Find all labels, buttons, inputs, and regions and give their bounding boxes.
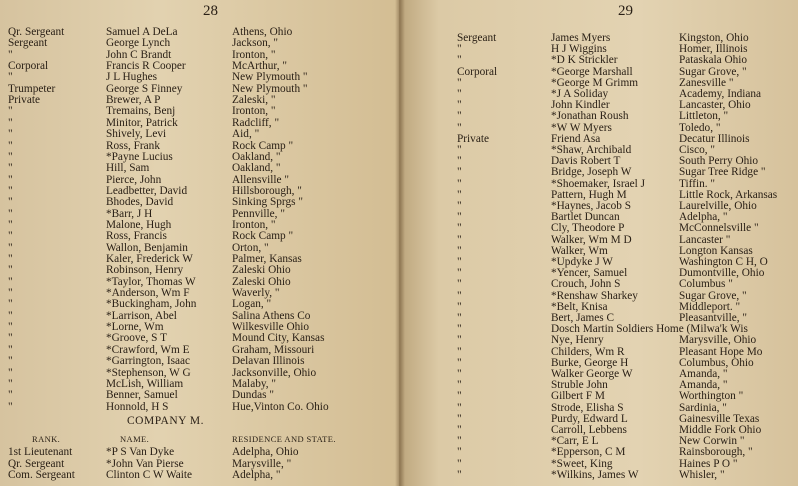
rank-cell: " (457, 211, 462, 224)
name-cell: Leadbetter, David (106, 184, 188, 197)
residence-cell: Pleasant Hope Mo (679, 345, 763, 358)
residence-cell: Haines P O " (679, 457, 738, 470)
name-cell: John C Brandt (106, 48, 172, 61)
rank-cell: " (8, 71, 13, 84)
residence-cell: Malaby, " (232, 377, 277, 390)
residence-cell: Sardinia, " (679, 401, 727, 414)
residence-cell: Sinking Sprgs " (232, 196, 303, 209)
rank-cell: Sergeant (8, 37, 48, 50)
name-cell: George Lynch (106, 37, 171, 50)
rank-cell: " (457, 345, 462, 358)
name-cell: *Jonathan Roush (551, 110, 629, 123)
residence-cell: Dumontville, Ohio (679, 267, 765, 280)
name-cell: J L Hughes (106, 71, 158, 84)
residence-cell: Adelpha, Ohio (232, 446, 299, 458)
name-cell: *Yencer, Samuel (551, 267, 628, 280)
name-cell: *Carr, E L (551, 435, 599, 448)
residence-cell: Amanda, " (679, 379, 728, 392)
rank-cell: " (8, 355, 13, 368)
rank-cell: " (8, 321, 13, 334)
rank-cell: " (457, 54, 462, 67)
name-cell: *Crawford, Wm E (106, 343, 190, 356)
name-cell: Carroll, Lebbens (551, 424, 627, 436)
residence-cell: McArthur, " (232, 60, 287, 73)
residence-cell: Lancaster, Ohio (679, 99, 751, 112)
residence-cell: Decatur Illinois (679, 132, 750, 145)
name-cell: Minitor, Patrick (106, 116, 178, 129)
name-cell: *P S Van Dyke (106, 446, 175, 458)
name-cell: *Wilkins, James W (551, 468, 639, 481)
residence-cell: Waverly, " (232, 287, 280, 300)
rank-cell: " (8, 298, 13, 311)
residence-cell: Graham, Missouri (232, 343, 315, 356)
rank-cell: " (457, 110, 462, 123)
name-cell: *J A Soliday (551, 88, 609, 100)
rank-cell: " (8, 173, 13, 186)
rank-cell: " (8, 218, 13, 231)
residence-cell: Columbus " (679, 278, 733, 291)
name-cell: Hill, Sam (106, 162, 150, 175)
name-cell: Ross, Frank (106, 139, 160, 152)
name-cell: *Garrington, Isaac (106, 355, 191, 368)
residence-cell: Amanda, " (679, 368, 728, 380)
rank-cell: Qr. Sergeant (8, 26, 65, 38)
residence-cell: Worthington " (679, 390, 744, 403)
rank-cell: " (8, 128, 13, 141)
residence-cell: Pennville, " (232, 207, 285, 220)
name-cell: *Shoemaker, Israel J (551, 177, 645, 190)
name-cell: Kaler, Frederick W (106, 253, 193, 265)
name-cell: Bhodes, David (106, 196, 174, 209)
rank-cell: " (8, 162, 13, 175)
name-cell: H J Wiggins (551, 43, 607, 56)
residence-cell: Oakland, " (232, 162, 281, 175)
residence-cell: Academy, Indiana (679, 88, 762, 100)
rank-cell: " (8, 105, 13, 118)
name-cell: Brewer, A P (106, 94, 161, 107)
company-heading: COMPANY M. (127, 415, 205, 427)
rank-cell: " (8, 184, 13, 197)
rank-cell: " (457, 412, 462, 425)
page-number: 29 (618, 3, 633, 19)
name-cell: Crouch, John S (551, 278, 621, 291)
rank-cell: " (457, 222, 462, 235)
rank-cell: " (8, 366, 13, 379)
rank-cell: Corporal (8, 60, 49, 73)
column-header-residence: RESIDENCE AND STATE. (232, 434, 336, 444)
residence-cell: Zaleski Ohio (232, 264, 291, 277)
residence-cell: Sugar Grove, " (679, 65, 747, 78)
residence-cell: Marysville, " (232, 457, 292, 470)
residence-cell: Ironton, " (232, 105, 276, 118)
name-cell: *Belt, Knisa (551, 300, 608, 313)
rank-cell: " (457, 379, 462, 392)
residence-cell: Rock Camp " (232, 139, 294, 152)
rank-cell: " (8, 400, 13, 413)
residence-cell: Aid, " (232, 128, 260, 141)
name-cell: George S Finney (106, 82, 183, 95)
residence-cell: Radcliff, " (232, 116, 280, 129)
rank-cell: " (8, 139, 13, 152)
name-cell: Shively, Levi (106, 128, 167, 141)
rank-cell: " (457, 244, 462, 257)
rank-cell: " (8, 332, 13, 345)
residence-cell: Washington C H, O (679, 256, 768, 268)
name-cell: Honnold, H S (106, 400, 169, 413)
rank-cell: " (457, 200, 462, 212)
residence-cell: Ironton, " (232, 48, 276, 61)
name-cell: Davis Robert T (551, 155, 621, 168)
residence-cell: Adelpha, " (679, 211, 728, 224)
rank-cell: " (8, 275, 13, 288)
rank-cell: " (8, 343, 13, 356)
rank-cell: Corporal (457, 65, 498, 78)
name-cell: Malone, Hugh (106, 218, 172, 231)
rank-cell: " (457, 289, 462, 302)
name-cell: Cly, Theodore P (551, 222, 625, 235)
name-cell: Walker, Wm M D (551, 233, 632, 246)
name-cell: Bartlet Duncan (551, 211, 620, 224)
name-cell: James Myers (551, 32, 611, 44)
name-cell: *George M Grimm (551, 76, 639, 89)
residence-cell: Laurelville, Ohio (679, 200, 757, 212)
residence-cell: Wilkesville Ohio (232, 321, 310, 334)
rank-cell: " (457, 401, 462, 414)
rank-cell: " (8, 230, 13, 243)
residence-cell: Longton Kansas (679, 244, 753, 257)
rank-cell: " (457, 43, 462, 56)
name-cell: *Lorne, Wm (106, 321, 164, 334)
name-cell: Samuel A DeLa (106, 26, 178, 38)
residence-cell: Athens, Ohio (232, 26, 293, 38)
rank-cell: Com. Sergeant (8, 469, 75, 481)
book-gutter (395, 0, 405, 486)
residence-cell: Homer, Illinois (679, 43, 748, 56)
name-cell: *Renshaw Sharkey (551, 289, 638, 302)
name-cell: Bert, James C (551, 312, 615, 324)
residence-cell: Columbus, Ohio (679, 356, 754, 369)
rank-cell: " (8, 287, 13, 300)
rank-cell: " (8, 241, 13, 254)
name-cell: Benner, Samuel (106, 389, 178, 402)
rank-cell: Qr. Sergeant (8, 457, 65, 470)
name-cell: Ross, Francis (106, 230, 167, 243)
name-cell: *W W Myers (551, 121, 612, 134)
name-cell: Struble John (551, 379, 608, 392)
residence-cell: Kingston, Ohio (679, 32, 749, 44)
name-cell: Gilbert F M (551, 390, 605, 403)
rank-cell: " (457, 390, 462, 403)
rank-cell: " (457, 166, 462, 179)
rank-cell: " (457, 88, 462, 100)
rank-cell: " (457, 233, 462, 246)
rank-cell: " (457, 155, 462, 168)
rank-cell: " (8, 116, 13, 129)
name-cell: *Haynes, Jacob S (551, 200, 632, 212)
name-cell: *D K Strickler (551, 54, 618, 67)
rank-cell: " (457, 334, 462, 347)
residence-cell: New Corwin " (679, 435, 745, 448)
name-cell: *George Marshall (551, 65, 633, 78)
right-page (399, 0, 798, 486)
rank-cell: " (8, 150, 13, 163)
rank-cell: " (457, 121, 462, 134)
name-cell: McLish, William (106, 377, 184, 390)
residence-cell: Little Rock, Arkansas (679, 188, 778, 201)
name-cell: Childers, Wm R (551, 345, 625, 358)
residence-cell: Ironton, " (232, 218, 276, 231)
rank-cell: " (457, 278, 462, 291)
residence-cell: South Perry Ohio (679, 155, 759, 168)
rank-cell: " (8, 207, 13, 220)
rank-cell: " (457, 435, 462, 448)
residence-cell: New Plymouth " (232, 71, 308, 84)
residence-cell: Littleton, " (679, 110, 729, 123)
name-cell: *Stephenson, W G (106, 366, 191, 379)
rank-cell: " (457, 144, 462, 156)
rank-cell: Trumpeter (8, 82, 56, 95)
rank-cell: " (457, 267, 462, 280)
residence-cell: Sugar Tree Ridge " (679, 166, 766, 179)
name-cell: Nye, Henry (551, 334, 604, 347)
rank-cell: " (457, 300, 462, 313)
name-cell: Walker, Wm (551, 244, 608, 257)
residence-cell: Jackson, " (232, 37, 279, 50)
residence-cell: Jacksonville, Ohio (232, 366, 317, 379)
residence-cell: Hue,Vinton Co. Ohio (232, 400, 329, 413)
name-cell: *Barr, J H (106, 207, 153, 220)
name-cell: Clinton C W Waite (106, 469, 193, 481)
name-cell: *Epperson, C M (551, 446, 626, 459)
residence-cell: Hillsborough, " (232, 184, 302, 197)
residence-cell: Rock Camp " (232, 230, 294, 243)
residence-cell: Salina Athens Co (232, 309, 311, 322)
rank-cell: " (457, 424, 462, 436)
rank-cell: " (8, 377, 13, 390)
rank-cell: " (8, 389, 13, 402)
name-cell: Purdy, Edward L (551, 412, 628, 425)
name-cell: Dosch Martin Soldiers Home (Milwa'k Wis (551, 323, 748, 336)
residence-cell: Rainsborough, " (679, 446, 753, 459)
residence-cell: Zaleski, " (232, 94, 276, 107)
rank-cell: " (457, 457, 462, 470)
rank-cell: " (8, 309, 13, 322)
name-cell: *John Van Pierse (106, 457, 184, 470)
name-cell: *Groove, S T (106, 332, 167, 345)
name-cell: Friend Asa (551, 132, 601, 145)
name-cell: Pierce, John (106, 173, 162, 186)
rank-cell: " (457, 323, 462, 336)
column-header-name: NAME. (120, 434, 150, 444)
residence-cell: Pleasantville, " (679, 312, 747, 324)
residence-cell: Adelpha, " (232, 469, 281, 481)
rank-cell: " (457, 76, 462, 89)
rank-cell: " (457, 177, 462, 190)
page-number: 28 (203, 3, 218, 19)
residence-cell: Dundas " (232, 389, 274, 402)
name-cell: *Payne Lucius (106, 150, 173, 163)
residence-cell: Gainesville Texas (679, 412, 760, 425)
rank-cell: Private (8, 94, 40, 107)
name-cell: *Larrison, Abel (106, 309, 177, 322)
residence-cell: Marysville, Ohio (679, 334, 757, 347)
residence-cell: Whisler, " (679, 468, 725, 481)
name-cell: Walker George W (551, 368, 633, 380)
name-cell: Wallon, Benjamin (106, 241, 188, 254)
name-cell: *Sweet, King (551, 457, 613, 470)
residence-cell: Lancaster " (679, 233, 731, 246)
name-cell: Pattern, Hugh M (551, 188, 627, 201)
residence-cell: Logan, " (232, 298, 272, 311)
rank-cell: " (457, 356, 462, 369)
residence-cell: Zaleski Ohio (232, 275, 291, 288)
residence-cell: Toledo, " (679, 121, 721, 134)
residence-cell: Allensville " (232, 173, 290, 186)
rank-cell: " (457, 188, 462, 201)
residence-cell: Zanesville " (679, 76, 734, 89)
residence-cell: Palmer, Kansas (232, 253, 302, 265)
name-cell: *Updyke J W (551, 256, 613, 268)
name-cell: Burke, George H (551, 356, 629, 369)
rank-cell: " (8, 253, 13, 265)
name-cell: *Shaw, Archibald (551, 144, 632, 156)
residence-cell: Tiffin. " (679, 177, 716, 190)
name-cell: John Kindler (551, 99, 610, 112)
rank-cell: " (457, 99, 462, 112)
name-cell: Robinson, Henry (106, 264, 184, 277)
rank-cell: 1st Lieutenant (8, 446, 73, 458)
residence-cell: Orton, " (232, 241, 269, 254)
residence-cell: McConnelsville " (679, 222, 759, 235)
rank-cell: Private (457, 132, 489, 145)
name-cell: Strode, Elisha S (551, 401, 624, 414)
name-cell: *Buckingham, John (106, 298, 197, 311)
rank-cell: " (457, 468, 462, 481)
name-cell: *Anderson, Wm F (106, 287, 190, 300)
residence-cell: Mound City, Kansas (232, 332, 325, 345)
rank-cell: " (8, 196, 13, 209)
rank-cell: " (457, 256, 462, 268)
name-cell: *Taylor, Thomas W (106, 275, 196, 288)
residence-cell: Middleport. " (679, 300, 741, 313)
residence-cell: Pataskala Ohio (679, 54, 748, 67)
residence-cell: Sugar Grove, " (679, 289, 747, 302)
residence-cell: Oakland, " (232, 150, 281, 163)
rank-cell: " (8, 48, 13, 61)
residence-cell: New Plymouth " (232, 82, 308, 95)
residence-cell: Cisco, " (679, 144, 715, 156)
rank-cell: " (457, 446, 462, 459)
residence-cell: Middle Fork Ohio (679, 424, 762, 436)
rank-cell: " (457, 312, 462, 324)
rank-cell: Sergeant (457, 32, 497, 44)
column-header-rank: RANK. (32, 434, 61, 444)
rank-cell: " (8, 264, 13, 277)
name-cell: Bridge, Joseph W (551, 166, 632, 179)
rank-cell: " (457, 368, 462, 380)
residence-cell: Delavan Illinois (232, 355, 305, 368)
name-cell: Francis R Cooper (106, 60, 186, 73)
name-cell: Tremains, Benj (106, 105, 176, 118)
